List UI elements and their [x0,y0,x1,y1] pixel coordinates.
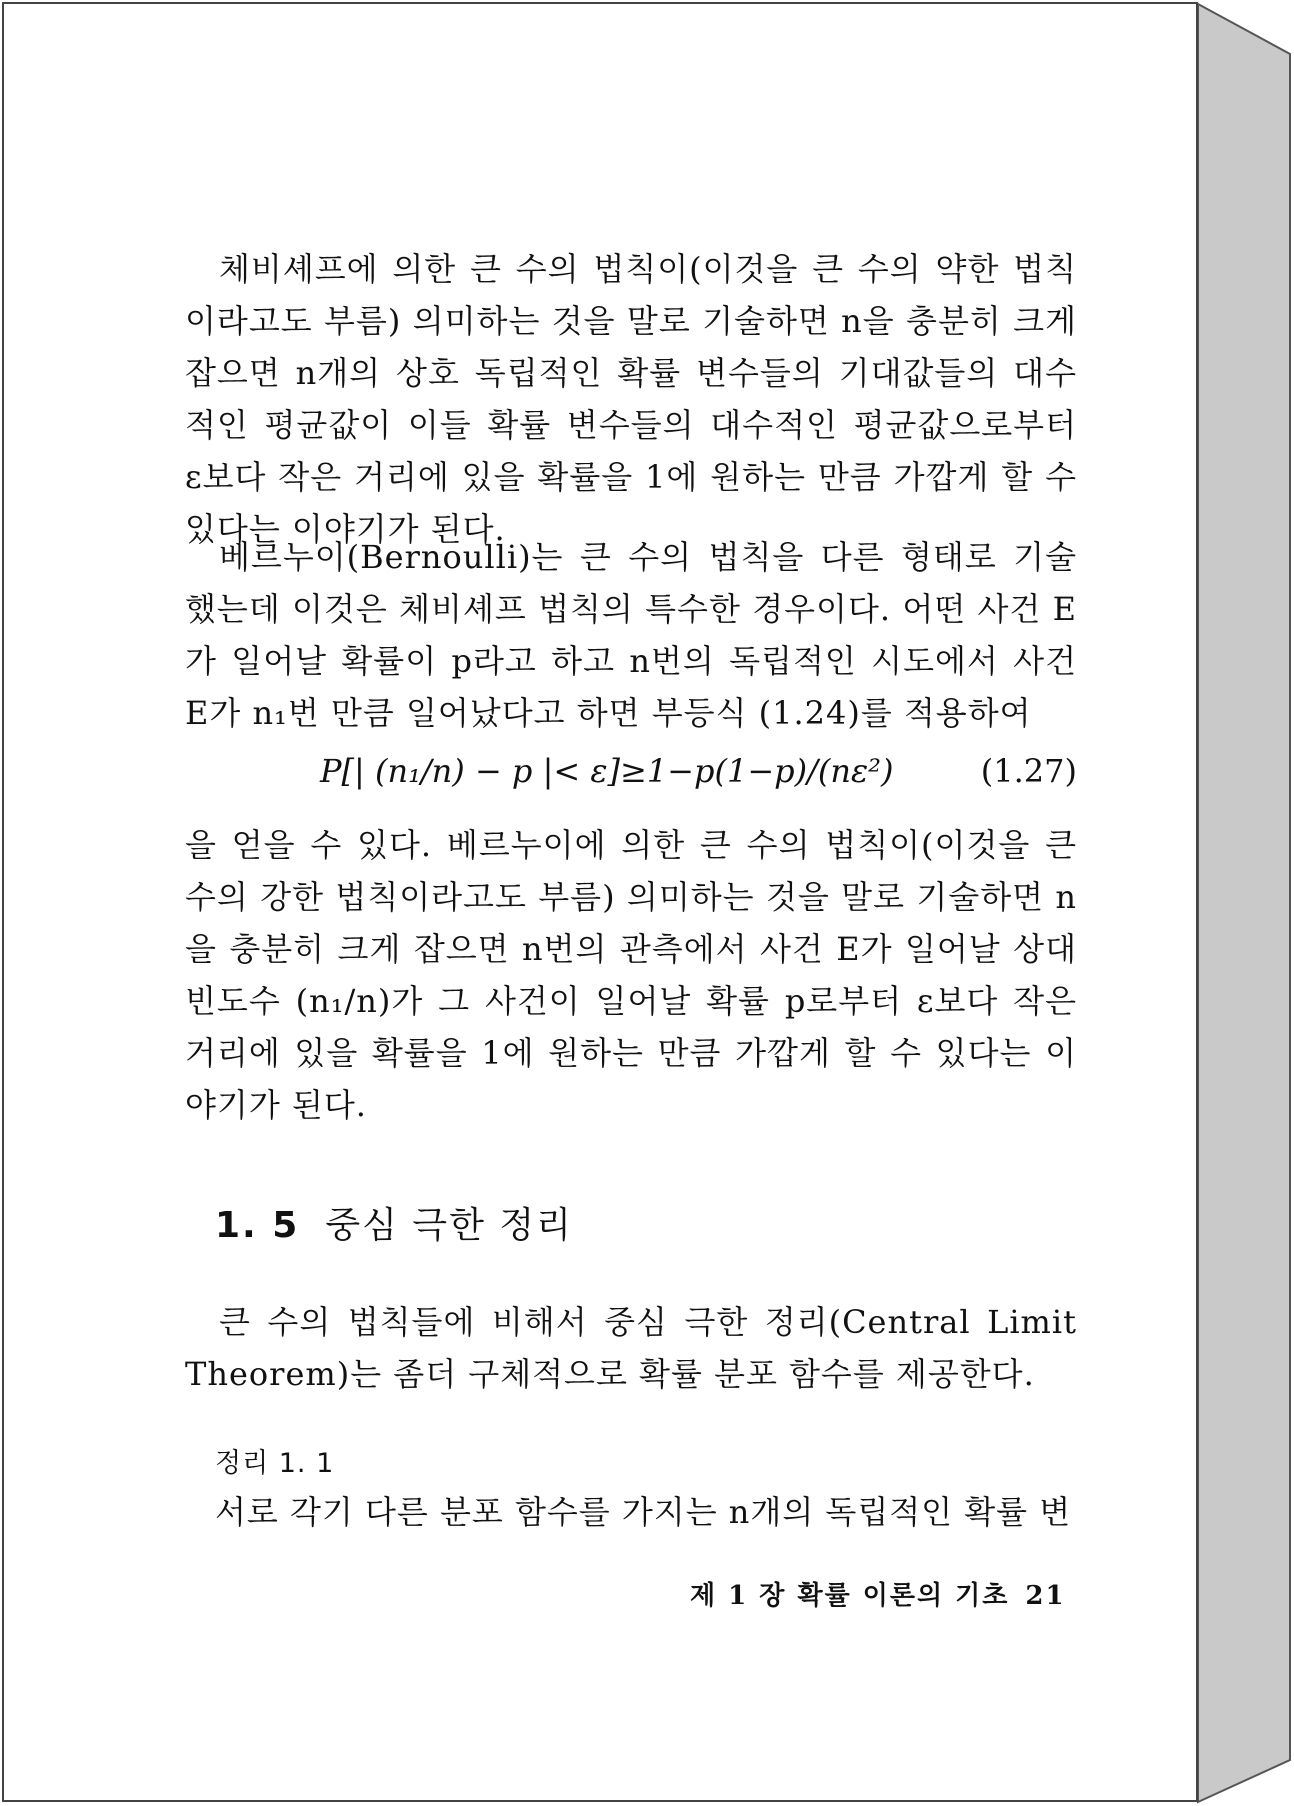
paragraph-theorem-body: 서로 각기 다른 분포 함수를 가지는 n개의 독립적인 확률 변 [215,1493,1072,1531]
footer-chapter: 제 1 장 확률 이론의 기초 [690,1581,1010,1611]
equation-number: (1.27) [980,752,1077,790]
equation-expression: P[| (n₁/n) − p |< ε]≥1−p(1−p)/(nε²) [320,752,894,790]
paragraph-bernoulli-result: 을 얻을 수 있다. 베르누이에 의한 큰 수의 법칙이(이것을 큰 수의 강한 법칙이라고도 부름) 의미하는 것을 말로 기술하면 n을 충분히 크게 잡으면 n번의 관측에서 사건 E가 일어날 상대 빈도수 (n₁/n)가 그 사건이 일어날 확률 p로부터 ε보다 작은 거리에 있을 확률을 1에 원하는 만큼 가깝게 할 수 있다는 이야기가 된다. [185,826,1077,1124]
paragraph-clt-intro: 큰 수의 법칙들에 비해서 중심 극한 정리(Central Limit Theorem)는 좀더 구체적으로 확률 분포 함수를 제공한다. [185,1303,1077,1393]
theorem-label: 정리 1. 1 [215,1448,335,1479]
section-heading [215,1200,573,1252]
page-footer [690,1575,1066,1612]
section-title: 중심 극한 정리 [325,1205,573,1246]
section-number: 1. 5 [215,1205,300,1246]
footer-page-number: 21 [1025,1581,1066,1611]
paragraph-bernoulli-intro: 베르누이(Bernoulli)는 큰 수의 법칙을 다른 형태로 기술했는데 이것은 체비셰프 법칙의 특수한 경우이다. 어떤 사건 E가 일어날 확률이 p라고 하고 n번의 독립적인 시도에서 사건 E가 n₁번 만큼 일어났다고 하면 부등식 (1.24)를 적용하여 [185,538,1077,732]
equation-1-27 [320,745,1077,797]
paragraph-chebyshev: 체비셰프에 의한 큰 수의 법칙이(이것을 큰 수의 약한 법칙이라고도 부름) 의미하는 것을 말로 기술하면 n을 충분히 크게 잡으면 n개의 상호 독립적인 확률 변수들의 기대값들의 대수적인 평균값이 이들 확률 변수들의 대수적인 평균값으로부터 ε보다 작은 거리에 있을 확률을 1에 원하는 만큼 가깝게 할 수 있다는 이야기가 된다. [185,250,1077,548]
